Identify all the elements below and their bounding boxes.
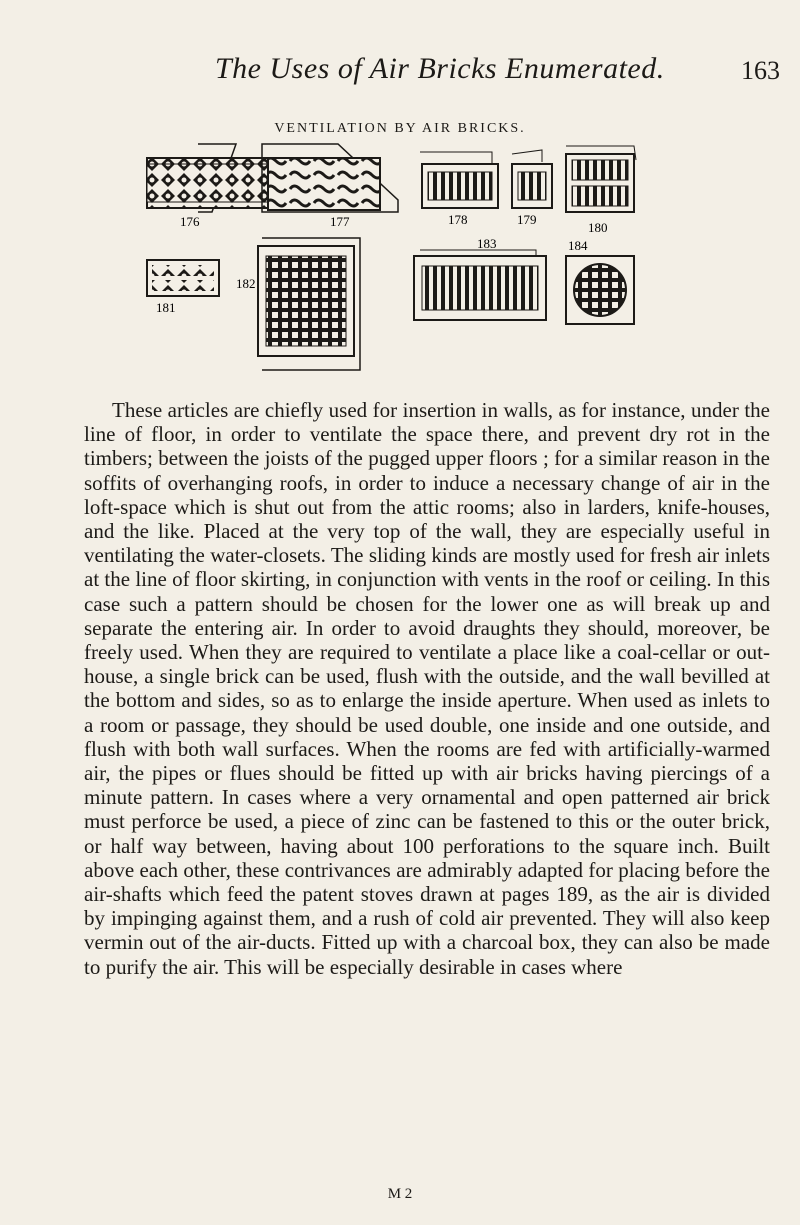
running-head-title: The Uses of Air Bricks Enumerated. bbox=[215, 52, 665, 85]
figure-181 bbox=[147, 260, 219, 315]
fig-184-label: 184 bbox=[568, 238, 588, 253]
running-head bbox=[0, 52, 800, 92]
signature-mark: M 2 bbox=[387, 1186, 413, 1202]
fig-176-label: 176 bbox=[180, 214, 200, 229]
paragraph: These articles are chiefly used for insertion in walls, as for instance, under the line of floor, in order to ventilate the space there, and prevent dry rot in the timbers; between the joists of the pugged upper floors ; for a similar reason in the soffits of overhanging roofs, in order to induce a necessary change of air in the loft-space which is shut out from the attic rooms; also in larders, knife-houses, and the like. Placed at the very top of the wall, they are especially useful in ventilating the water-closets. The sliding kinds are mostly used for fresh air inlets at the line of floor skirting, in conjunction with vents in the roof or ceiling. In this case such a pattern should be chosen for the lower one as will break up and separate the entering air. In order to avoid draughts they should, moreover, be freely used. When they are required to ventilate a place like a coal-cellar or out-house, a single brick can be used, flush with the outside, and the wall bevilled at the bottom and sides, so as to enlarge the inside aperture. When used as inlets to a room or passage, they should be used double, one inside and one outside, and flush with both wall surfaces. When the rooms are fed with artificially-warmed air, the pipes or flues should be fitted up with air bricks having piercings of a minute pattern. In cases where a very ornamental and open patterned air brick must perforce be used, a piece of zinc can be fastened to this or the outer brick, or half way between, having about 100 perforations to the square inch. Built above each other, these contrivances are admirably adapted for placing before the air-shafts which feed the patent stoves drawn at pages 189, as the air is divided by impinging against them, and a rush of cold air prevented. They will also keep vermin out of the air-ducts. Fitted up with a charcoal box, they can also be made to purify the air. This will be especially desirable in cases where bbox=[84, 398, 770, 979]
figure-180 bbox=[566, 146, 636, 235]
fig-183-label: 183 bbox=[477, 236, 497, 251]
figure-177 bbox=[262, 144, 398, 229]
figure-179 bbox=[512, 150, 552, 227]
fig-180-label: 180 bbox=[588, 220, 608, 235]
fig-181-label: 181 bbox=[156, 300, 176, 315]
fig-178-label: 178 bbox=[448, 212, 468, 227]
fig-177-label: 177 bbox=[330, 214, 350, 229]
figure-182 bbox=[236, 238, 360, 370]
figure-183 bbox=[414, 236, 546, 320]
air-brick-illustration bbox=[0, 140, 800, 390]
fig-182-label: 182 bbox=[236, 276, 256, 291]
fig-179-label: 179 bbox=[517, 212, 537, 227]
air-brick-figures bbox=[0, 140, 800, 390]
page-number: 163 bbox=[741, 56, 780, 85]
figure-184 bbox=[566, 238, 634, 324]
figure-caption: VENTILATION BY AIR BRICKS. bbox=[274, 121, 526, 136]
figure-178 bbox=[420, 152, 498, 227]
body-text bbox=[84, 398, 770, 979]
